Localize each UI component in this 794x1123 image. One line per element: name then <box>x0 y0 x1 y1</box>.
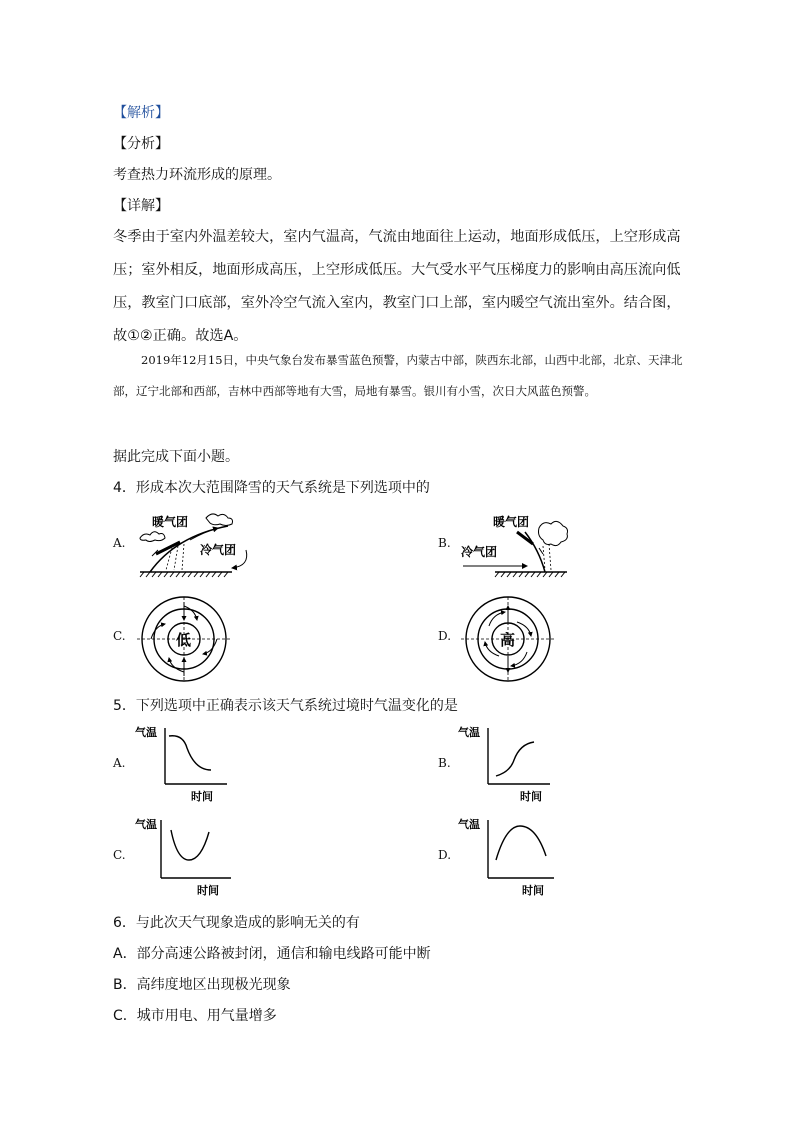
passage-body: 2019年12月15日，中央气象台发布暴雪蓝色预警，内蒙古中部，陕西东北部，山西中北部，北京、天津北部，辽宁北部和西部，吉林中西部等地有大雪，局地有暴雪。银川有小雪，次日大风蓝色预警。 <box>113 353 683 398</box>
warm-air-label: 暖气团 <box>493 515 530 529</box>
q5-option-a-label[interactable]: A. <box>113 756 126 770</box>
temperature-curve <box>169 736 211 770</box>
q4-option-b-label[interactable]: B. <box>438 536 451 550</box>
x-axis-label: 时间 <box>191 790 213 803</box>
q4-option-a-label[interactable]: A. <box>113 536 126 550</box>
fenxi-text: 考查热力环流形成的原理。 <box>113 167 281 183</box>
temperature-curve <box>496 742 534 776</box>
q5-graph-b <box>458 720 558 806</box>
x-axis-label: 时间 <box>520 790 542 803</box>
temperature-curve <box>171 830 209 860</box>
q6-stem: 6．与此次天气现象造成的影响无关的有 <box>113 915 360 931</box>
q4-high-pressure-diagram <box>459 596 557 682</box>
q5-option-b-label[interactable]: B. <box>438 756 451 770</box>
xiangjie-tag: 【详解】 <box>113 198 169 214</box>
low-pressure-label: 低 <box>176 631 192 649</box>
y-axis-label: 气温 <box>135 726 157 739</box>
passage-instruction: 据此完成下面小题。 <box>113 449 239 465</box>
q5-graph-d <box>458 812 558 898</box>
q4-low-pressure-diagram <box>135 596 233 682</box>
x-axis-label: 时间 <box>522 884 544 897</box>
q4-option-c-label[interactable]: C. <box>113 629 126 643</box>
x-axis-label: 时间 <box>197 884 219 897</box>
q4-option-d-label[interactable]: D. <box>438 629 452 643</box>
q6-option-c[interactable]: C．城市用电、用气量增多 <box>113 1008 277 1024</box>
q5-graph-a <box>135 720 235 806</box>
cold-air-label: 冷气团 <box>461 545 498 559</box>
q4-warm-front-diagram <box>136 510 262 578</box>
y-axis-label: 气温 <box>135 818 157 831</box>
q6-option-a[interactable]: A．部分高速公路被封闭，通信和输电线路可能中断 <box>113 946 431 962</box>
warm-air-label: 暖气团 <box>152 515 189 529</box>
q4-stem: 4．形成本次大范围降雪的天气系统是下列选项中的 <box>113 480 430 496</box>
y-axis-label: 气温 <box>458 818 480 831</box>
q6-option-b[interactable]: B．高纬度地区出现极光现象 <box>113 977 291 993</box>
high-pressure-label: 高 <box>500 631 516 649</box>
fenxi-tag: 【分析】 <box>113 136 169 152</box>
q5-option-c-label[interactable]: C. <box>113 848 126 862</box>
y-axis-label: 气温 <box>458 726 480 739</box>
q5-option-d-label[interactable]: D. <box>438 848 452 862</box>
xiangjie-text: 冬季由于室内外温差较大，室内气温高，气流由地面往上运动，地面形成低压，上空形成高压；室外相反，地面形成高压，上空形成低压。大气受水平气压梯度力的影响由高压流向低压，教室门口底部，室外冷空气流入室内，教室门口上部，室内暖空气流出室外。结合图，故①②正确。故选A。 <box>113 229 681 344</box>
q5-stem: 5．下列选项中正确表示该天气系统过境时气温变化的是 <box>113 698 458 714</box>
analysis-tag: 【解析】 <box>113 105 169 121</box>
temperature-curve <box>496 826 546 860</box>
q5-graph-c <box>135 812 235 898</box>
passage-text <box>113 345 685 407</box>
cold-air-label: 冷气团 <box>200 543 237 557</box>
q4-cold-front-diagram <box>459 510 573 578</box>
